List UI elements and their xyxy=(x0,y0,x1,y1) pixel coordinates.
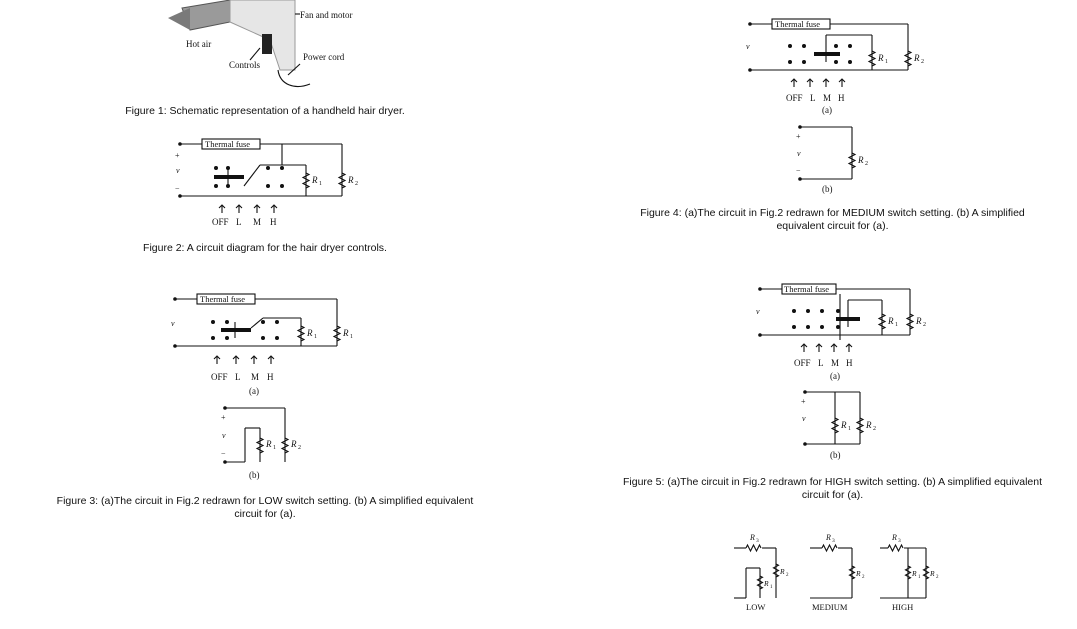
figure-6 xyxy=(720,528,960,618)
svg-text:2: 2 xyxy=(936,575,939,580)
figure-1 xyxy=(160,0,390,95)
svg-text:(a): (a) xyxy=(830,371,840,381)
figure-5-caption-line-2: circuit for (a). xyxy=(801,489,864,501)
svg-text:L: L xyxy=(818,358,824,368)
svg-text:v: v xyxy=(171,319,175,328)
svg-text:Thermal fuse: Thermal fuse xyxy=(200,294,246,304)
figure-2-circuit xyxy=(170,135,370,230)
svg-text:1: 1 xyxy=(350,334,353,340)
svg-text:(a): (a) xyxy=(822,105,832,115)
figure-3-caption xyxy=(20,495,510,521)
high-label: HIGH xyxy=(892,602,914,612)
figure-3-caption-line-1: Figure 3: (a)The circuit in Fig.2 redrawn for LOW switch setting. (b) A simplified equivalent xyxy=(56,495,474,507)
figure-4-circuit xyxy=(740,15,940,200)
svg-text:R: R xyxy=(307,328,313,338)
figure-5-circuit xyxy=(750,280,950,465)
svg-text:2: 2 xyxy=(355,181,358,187)
svg-text:H: H xyxy=(846,358,853,368)
low-label: LOW xyxy=(746,602,766,612)
svg-text:R: R xyxy=(764,579,769,588)
hot-air-arrow-head xyxy=(168,8,190,30)
svg-text:L: L xyxy=(810,93,816,103)
svg-text:+: + xyxy=(221,413,226,422)
svg-text:(b): (b) xyxy=(249,470,260,480)
svg-text:OFF: OFF xyxy=(211,372,228,382)
svg-text:v: v xyxy=(746,42,750,51)
svg-text:3: 3 xyxy=(756,538,759,544)
medium-label: MEDIUM xyxy=(812,602,848,612)
svg-text:R: R xyxy=(266,439,272,449)
figure-4 xyxy=(740,15,940,200)
svg-text:L: L xyxy=(236,217,242,227)
svg-text:R: R xyxy=(888,316,894,326)
svg-text:R: R xyxy=(750,533,755,542)
svg-text:(a): (a) xyxy=(249,386,259,396)
svg-text:−: − xyxy=(221,449,226,458)
svg-text:R: R xyxy=(930,569,935,578)
svg-text:M: M xyxy=(251,372,260,382)
svg-text:2: 2 xyxy=(786,573,789,578)
figure-3-caption-line-2: circuit for (a). xyxy=(234,508,296,520)
svg-text:2: 2 xyxy=(923,322,926,328)
hot-air-label: Hot air xyxy=(186,39,212,49)
svg-text:H: H xyxy=(267,372,274,382)
figure-1-caption: Figure 1: Schematic representation of a handheld hair dryer. xyxy=(125,105,405,117)
svg-text:OFF: OFF xyxy=(786,93,803,103)
svg-text:OFF: OFF xyxy=(794,358,811,368)
svg-text:2: 2 xyxy=(921,59,924,65)
svg-text:R: R xyxy=(866,420,872,430)
svg-text:1: 1 xyxy=(918,575,921,580)
figure-2 xyxy=(170,135,370,230)
svg-text:1: 1 xyxy=(319,181,322,187)
svg-text:v: v xyxy=(802,414,806,423)
svg-text:1: 1 xyxy=(314,334,317,340)
svg-text:v: v xyxy=(797,149,801,158)
svg-text:(b): (b) xyxy=(822,184,833,194)
svg-text:H: H xyxy=(838,93,845,103)
figure-5 xyxy=(750,280,950,465)
svg-text:2: 2 xyxy=(865,161,868,167)
svg-text:3: 3 xyxy=(832,538,835,544)
svg-text:−: − xyxy=(175,184,180,193)
figure-5-caption-line-1: Figure 5: (a)The circuit in Fig.2 redrawn for HIGH switch setting. (b) A simplified equivalent xyxy=(623,476,1042,488)
figure-5-caption xyxy=(605,476,1060,502)
svg-text:M: M xyxy=(831,358,840,368)
figure-2-caption: Figure 2: A circuit diagram for the hair dryer controls. xyxy=(143,242,387,254)
svg-text:R: R xyxy=(914,53,920,63)
svg-text:v: v xyxy=(756,307,760,316)
svg-text:R: R xyxy=(878,53,884,63)
figure-3 xyxy=(165,290,375,485)
svg-text:−: − xyxy=(796,166,801,175)
svg-text:H: H xyxy=(270,217,277,227)
svg-text:1: 1 xyxy=(770,585,773,590)
svg-text:R: R xyxy=(856,569,861,578)
svg-text:v: v xyxy=(176,166,180,175)
svg-text:R: R xyxy=(912,569,917,578)
svg-text:R: R xyxy=(916,316,922,326)
svg-text:v: v xyxy=(222,431,226,440)
svg-text:R: R xyxy=(826,533,831,542)
svg-text:1: 1 xyxy=(848,426,851,432)
svg-text:(b): (b) xyxy=(830,450,841,460)
fan-motor-label: Fan and motor xyxy=(300,10,353,20)
svg-text:1: 1 xyxy=(895,322,898,328)
figure-6-circuits xyxy=(720,528,960,618)
svg-text:M: M xyxy=(253,217,262,227)
svg-text:R: R xyxy=(291,439,297,449)
thermal-fuse-label: Thermal fuse xyxy=(205,139,251,149)
power-cord-label: Power cord xyxy=(303,52,345,62)
controls-switch xyxy=(262,34,272,54)
svg-text:R: R xyxy=(348,175,354,185)
svg-text:R: R xyxy=(841,420,847,430)
svg-text:1: 1 xyxy=(885,59,888,65)
svg-text:3: 3 xyxy=(898,538,901,544)
svg-text:R: R xyxy=(892,533,897,542)
figure-4-caption xyxy=(615,207,1050,233)
svg-text:+: + xyxy=(801,397,806,406)
svg-text:Thermal fuse: Thermal fuse xyxy=(775,19,821,29)
svg-text:R: R xyxy=(780,567,785,576)
svg-text:2: 2 xyxy=(298,445,301,451)
figure-4-caption-line-2: equivalent circuit for (a). xyxy=(776,220,889,232)
figure-3-circuit xyxy=(165,290,375,485)
svg-text:L: L xyxy=(235,372,241,382)
svg-text:R: R xyxy=(312,175,318,185)
svg-text:R: R xyxy=(343,328,349,338)
svg-text:R: R xyxy=(858,155,864,165)
figure-4-caption-line-1: Figure 4: (a)The circuit in Fig.2 redrawn for MEDIUM switch setting. (b) A simplified xyxy=(640,207,1025,219)
hair-dryer-drawing xyxy=(160,0,390,95)
svg-text:M: M xyxy=(823,93,832,103)
svg-text:2: 2 xyxy=(862,575,865,580)
svg-text:OFF: OFF xyxy=(212,217,229,227)
svg-text:+: + xyxy=(796,132,801,141)
power-cord-line xyxy=(278,70,310,86)
svg-text:+: + xyxy=(175,151,180,160)
svg-text:2: 2 xyxy=(873,426,876,432)
svg-text:1: 1 xyxy=(273,445,276,451)
svg-text:Thermal fuse: Thermal fuse xyxy=(784,284,830,294)
controls-label: Controls xyxy=(229,60,261,70)
